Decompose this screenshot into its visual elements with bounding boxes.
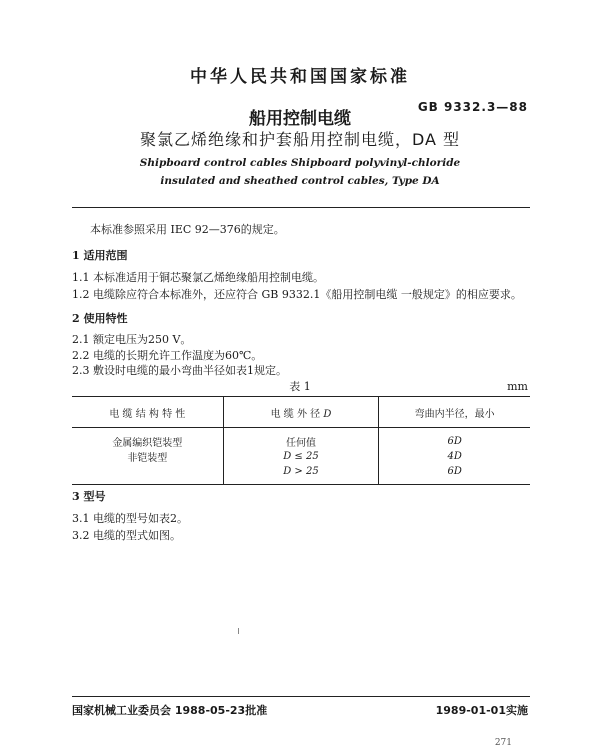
clause: 2.3 敷设时电缆的最小弯曲半径如表1规定。 <box>72 364 287 377</box>
intro-text: 本标准参照采用 IEC 92—376的规定。 <box>90 223 285 236</box>
title-en-line-2: insulated and sheathed control cables, Type DA <box>160 175 440 187</box>
table-header-radius: 弯曲内半径，最小 <box>379 397 530 428</box>
table-header-structure: 电 缆 结 构 特 性 <box>72 397 223 428</box>
footer-divider <box>72 696 530 697</box>
scan-speck <box>238 628 239 634</box>
table-cell-diameter: D > 25 <box>223 464 379 485</box>
table-header-diameter <box>223 397 379 428</box>
table-row <box>72 449 530 464</box>
clause: 3.1 电缆的型号如表2。 <box>72 512 188 525</box>
clause: 3.2 电缆的型式如图。 <box>72 529 181 542</box>
clause: 1.1 本标准适用于铜芯聚氯乙烯绝缘船用控制电缆。 <box>72 271 324 284</box>
table-cell-radius: 6D <box>447 436 462 447</box>
table-cell-radius: 4D <box>447 451 462 462</box>
clause: 2.2 电缆的长期允许工作温度为60℃。 <box>72 349 263 362</box>
standard-code: GB 9332.3—88 <box>417 100 528 114</box>
table-header-diameter-label: 电 缆 外 径 <box>270 408 324 420</box>
table-row <box>72 428 530 450</box>
clause: 1.2 电缆除应符合本标准外，还应符合 GB 9332.1《船用控制电缆 一般规定》的相应要求。 <box>72 288 522 301</box>
effective-date: 1989-01-01实施 <box>435 704 528 717</box>
bending-radius-table <box>72 396 530 485</box>
table-cell-structure: 非铠装型 <box>127 453 168 464</box>
table-row <box>72 464 530 485</box>
section-heading: 1 适用范围 <box>72 249 128 262</box>
national-standard-heading: 中华人民共和国国家标准 <box>190 67 410 87</box>
table-unit: mm <box>507 380 528 393</box>
table-cell-structure <box>72 464 223 485</box>
approval-line: 国家机械工业委员会 1988-05-23批准 <box>72 704 268 717</box>
title-cn-sub: 聚氯乙烯绝缘和护套船用控制电缆，DA 型 <box>139 130 461 149</box>
title-en-line-1: Shipboard control cables Shipboard polyvinyl-chloride <box>139 157 461 169</box>
clause: 2.1 额定电压为250 V。 <box>72 333 192 346</box>
table-cell-radius: 6D <box>379 464 530 485</box>
title-cn-main: 船用控制电缆 <box>249 109 351 129</box>
table-header-diameter-var: D <box>323 408 332 420</box>
page-number: 271 <box>494 738 512 748</box>
table-cell-diameter: D ≤ 25 <box>223 449 379 464</box>
table-cell-diameter: 任何值 <box>223 428 379 450</box>
table-caption: 表 1 <box>289 380 311 393</box>
table-cell-structure: 金属编织铠装型 <box>112 438 183 449</box>
title-divider <box>72 207 530 208</box>
section-heading: 3 型号 <box>72 490 106 503</box>
section-heading: 2 使用特性 <box>72 312 128 325</box>
